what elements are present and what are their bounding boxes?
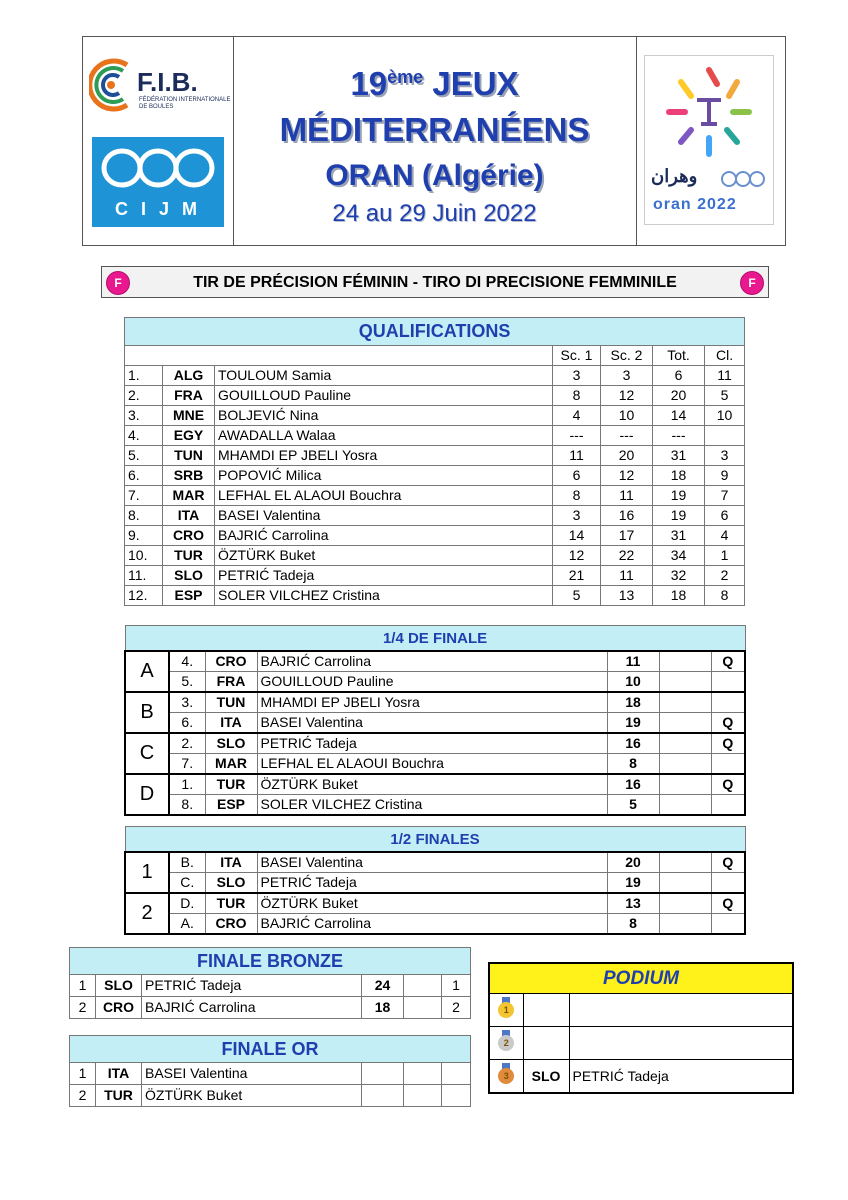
rank-cell: 8. bbox=[125, 506, 163, 526]
podium-table bbox=[488, 962, 794, 1094]
classification-cell: 8 bbox=[705, 586, 745, 606]
empty-cell bbox=[659, 893, 711, 914]
score-2-cell: --- bbox=[601, 426, 653, 446]
country-code-cell: SLO bbox=[96, 975, 142, 997]
match-row bbox=[125, 754, 745, 775]
bronze-final-table bbox=[69, 947, 471, 1019]
player-name-cell: BASEI Valentina bbox=[142, 1063, 362, 1085]
fib-subtitle-2: DE BOULES bbox=[139, 104, 174, 110]
player-name-cell: BAJRIĆ Carrolina bbox=[257, 651, 607, 672]
cijm-label: C I J M bbox=[114, 199, 201, 219]
title-line-2: MÉDITERRANÉENS bbox=[279, 111, 590, 148]
score-cell: 8 bbox=[607, 914, 659, 935]
oran-emblem-icon bbox=[659, 62, 759, 162]
score-cell: 16 bbox=[607, 774, 659, 795]
final-row bbox=[70, 1085, 471, 1107]
total-cell: 18 bbox=[653, 586, 705, 606]
rank-cell: 3. bbox=[125, 406, 163, 426]
podium-row bbox=[489, 994, 793, 1027]
qualified-cell: Q bbox=[711, 651, 745, 672]
col-header-sc1: Sc. 1 bbox=[553, 346, 601, 366]
score-2-cell: 12 bbox=[601, 466, 653, 486]
gold-final-table bbox=[69, 1035, 471, 1107]
podium-row bbox=[489, 1027, 793, 1060]
country-code-cell: CRO bbox=[205, 651, 257, 672]
country-code-cell: SLO bbox=[523, 1060, 569, 1094]
classification-cell bbox=[705, 426, 745, 446]
seed-cell: 2. bbox=[169, 733, 205, 754]
score-cell bbox=[362, 1063, 404, 1085]
classification-cell: 6 bbox=[705, 506, 745, 526]
seed-cell: A. bbox=[169, 914, 205, 935]
total-cell: 34 bbox=[653, 546, 705, 566]
table-row bbox=[125, 566, 745, 586]
player-name-cell: BAJRIĆ Carrolina bbox=[142, 997, 362, 1019]
seed-cell: D. bbox=[169, 893, 205, 914]
score-2-cell: 17 bbox=[601, 526, 653, 546]
score-cell: 18 bbox=[607, 692, 659, 713]
country-code-cell: ITA bbox=[205, 852, 257, 873]
match-row bbox=[125, 672, 745, 693]
total-cell: 31 bbox=[653, 526, 705, 546]
oran-arabic-text: وهران bbox=[651, 166, 698, 186]
player-name-cell: BAJRIĆ Carrolina bbox=[215, 526, 553, 546]
country-code-cell: TUR bbox=[96, 1085, 142, 1107]
country-code-cell: MAR bbox=[163, 486, 215, 506]
table-row bbox=[125, 546, 745, 566]
score-2-cell: 12 bbox=[601, 386, 653, 406]
country-code-cell: CRO bbox=[96, 997, 142, 1019]
country-code-cell: ITA bbox=[163, 506, 215, 526]
qualified-cell bbox=[711, 754, 745, 775]
country-code-cell: TUR bbox=[163, 546, 215, 566]
country-code-cell: EGY bbox=[163, 426, 215, 446]
total-cell: 18 bbox=[653, 466, 705, 486]
score-2-cell: 11 bbox=[601, 486, 653, 506]
score-cell: 13 bbox=[607, 893, 659, 914]
seed-cell: 4. bbox=[169, 651, 205, 672]
event-dates: 24 au 29 Juin 2022 bbox=[332, 200, 537, 227]
empty-cell bbox=[659, 754, 711, 775]
score-1-cell: 21 bbox=[553, 566, 601, 586]
semi-finals-table bbox=[124, 826, 746, 935]
seed-cell: 3. bbox=[169, 692, 205, 713]
match-row bbox=[125, 795, 745, 816]
empty-cell bbox=[659, 873, 711, 894]
col-header-cl: Cl. bbox=[705, 346, 745, 366]
rank-cell: 1. bbox=[125, 366, 163, 386]
player-name-cell: BOLJEVIĆ Nina bbox=[215, 406, 553, 426]
group-label: 2 bbox=[125, 893, 169, 934]
group-label: B bbox=[125, 692, 169, 733]
score-1-cell: 11 bbox=[553, 446, 601, 466]
qualified-cell bbox=[711, 795, 745, 816]
female-badge-left: F bbox=[106, 271, 130, 295]
table-row bbox=[125, 526, 745, 546]
seed-cell: 1. bbox=[169, 774, 205, 795]
fib-name: F.I.B. bbox=[137, 67, 198, 97]
score-cell: 19 bbox=[607, 873, 659, 894]
score-cell: 20 bbox=[607, 852, 659, 873]
podium-title: PODIUM bbox=[489, 963, 793, 994]
country-code-cell: MNE bbox=[163, 406, 215, 426]
rank-cell: 4. bbox=[125, 426, 163, 446]
total-cell: 6 bbox=[653, 366, 705, 386]
classification-cell: 2 bbox=[705, 566, 745, 586]
rank-cell: 7. bbox=[125, 486, 163, 506]
seed-cell: 8. bbox=[169, 795, 205, 816]
classification-cell: 10 bbox=[705, 406, 745, 426]
player-name-cell: MHAMDI EP JBELI Yosra bbox=[215, 446, 553, 466]
fib-subtitle-1: FÉDÉRATION INTERNATIONALE bbox=[139, 97, 231, 103]
group-label: C bbox=[125, 733, 169, 774]
classification-cell: 11 bbox=[705, 366, 745, 386]
player-name-cell: PETRIĆ Tadeja bbox=[569, 1060, 793, 1094]
qualified-cell: Q bbox=[711, 774, 745, 795]
female-badge-right: F bbox=[740, 271, 764, 295]
table-row bbox=[125, 386, 745, 406]
country-code-cell bbox=[523, 1027, 569, 1060]
match-row bbox=[125, 852, 745, 873]
oran-2022-logo bbox=[636, 37, 787, 245]
qualified-cell: Q bbox=[711, 733, 745, 754]
match-row bbox=[125, 873, 745, 894]
score-cell: 11 bbox=[607, 651, 659, 672]
empty-cell bbox=[404, 997, 442, 1019]
total-cell: 31 bbox=[653, 446, 705, 466]
player-name-cell: LEFHAL EL ALAOUI Bouchra bbox=[215, 486, 553, 506]
table-row bbox=[125, 486, 745, 506]
cijm-logo bbox=[92, 137, 224, 227]
table-row bbox=[125, 466, 745, 486]
table-row bbox=[125, 586, 745, 606]
score-2-cell: 10 bbox=[601, 406, 653, 426]
qualified-cell: Q bbox=[711, 893, 745, 914]
country-code-cell: TUN bbox=[163, 446, 215, 466]
seed-cell: 5. bbox=[169, 672, 205, 693]
place-cell: 2 bbox=[442, 997, 471, 1019]
total-cell: 14 bbox=[653, 406, 705, 426]
empty-cell bbox=[659, 852, 711, 873]
country-code-cell: TUR bbox=[205, 774, 257, 795]
qualified-cell bbox=[711, 873, 745, 894]
event-title bbox=[233, 37, 637, 245]
player-name-cell: SOLER VILCHEZ Cristina bbox=[257, 795, 607, 816]
rank-cell: 12. bbox=[125, 586, 163, 606]
player-name-cell bbox=[569, 994, 793, 1027]
oran-logo-text: oran 2022 bbox=[653, 196, 737, 213]
classification-cell: 1 bbox=[705, 546, 745, 566]
score-2-cell: 11 bbox=[601, 566, 653, 586]
seed-cell: B. bbox=[169, 852, 205, 873]
score-1-cell: 8 bbox=[553, 386, 601, 406]
final-row bbox=[70, 975, 471, 997]
qualified-cell bbox=[711, 914, 745, 935]
match-row bbox=[125, 651, 745, 672]
score-cell: 8 bbox=[607, 754, 659, 775]
score-1-cell: 14 bbox=[553, 526, 601, 546]
score-cell bbox=[362, 1085, 404, 1107]
medal-icon: 3 bbox=[498, 1063, 514, 1085]
place-cell bbox=[442, 1085, 471, 1107]
gold-final-title: FINALE OR bbox=[70, 1036, 471, 1063]
medal-cell bbox=[489, 1060, 523, 1094]
empty-cell bbox=[659, 795, 711, 816]
rank-cell: 9. bbox=[125, 526, 163, 546]
quarter-finals-title: 1/4 DE FINALE bbox=[125, 626, 745, 652]
player-name-cell: MHAMDI EP JBELI Yosra bbox=[257, 692, 607, 713]
total-cell: --- bbox=[653, 426, 705, 446]
final-row bbox=[70, 997, 471, 1019]
player-name-cell: BASEI Valentina bbox=[257, 852, 607, 873]
score-1-cell: 12 bbox=[553, 546, 601, 566]
title-line-1: 19ème JEUX bbox=[350, 65, 519, 102]
player-name-cell: BASEI Valentina bbox=[215, 506, 553, 526]
table-row bbox=[125, 366, 745, 386]
match-row bbox=[125, 692, 745, 713]
player-name-cell: BASEI Valentina bbox=[257, 713, 607, 734]
header-box bbox=[82, 36, 786, 246]
country-code-cell: ALG bbox=[163, 366, 215, 386]
title-line-3: ORAN (Algérie) bbox=[325, 159, 544, 192]
row-number-cell: 1 bbox=[70, 1063, 96, 1085]
player-name-cell: GOUILLOUD Pauline bbox=[215, 386, 553, 406]
score-1-cell: 3 bbox=[553, 366, 601, 386]
seed-cell: C. bbox=[169, 873, 205, 894]
empty-cell bbox=[404, 1063, 442, 1085]
player-name-cell bbox=[569, 1027, 793, 1060]
place-cell bbox=[442, 1063, 471, 1085]
group-label: D bbox=[125, 774, 169, 815]
country-code-cell: ESP bbox=[163, 586, 215, 606]
final-row bbox=[70, 1063, 471, 1085]
qualifications-title: QUALIFICATIONS bbox=[125, 318, 745, 346]
total-cell: 32 bbox=[653, 566, 705, 586]
country-code-cell: SRB bbox=[163, 466, 215, 486]
country-code-cell: ITA bbox=[96, 1063, 142, 1085]
score-2-cell: 16 bbox=[601, 506, 653, 526]
discipline-title: TIR DE PRÉCISION FÉMININ - TIRO DI PRECISIONE FEMMINILE bbox=[193, 274, 677, 291]
classification-cell: 4 bbox=[705, 526, 745, 546]
empty-cell bbox=[659, 672, 711, 693]
player-name-cell: GOUILLOUD Pauline bbox=[257, 672, 607, 693]
match-row bbox=[125, 713, 745, 734]
player-name-cell: PETRIĆ Tadeja bbox=[215, 566, 553, 586]
empty-cell bbox=[659, 692, 711, 713]
qualifications-table bbox=[124, 317, 745, 606]
classification-cell: 7 bbox=[705, 486, 745, 506]
classification-cell: 9 bbox=[705, 466, 745, 486]
rank-cell: 6. bbox=[125, 466, 163, 486]
discipline-banner bbox=[101, 266, 769, 298]
score-cell: 10 bbox=[607, 672, 659, 693]
qualified-cell: Q bbox=[711, 852, 745, 873]
player-name-cell: ÖZTÜRK Buket bbox=[257, 893, 607, 914]
score-1-cell: 6 bbox=[553, 466, 601, 486]
rank-cell: 2. bbox=[125, 386, 163, 406]
country-code-cell: ITA bbox=[205, 713, 257, 734]
country-code-cell: TUN bbox=[205, 692, 257, 713]
col-header-sc2: Sc. 2 bbox=[601, 346, 653, 366]
match-row bbox=[125, 774, 745, 795]
match-row bbox=[125, 733, 745, 754]
medal-cell bbox=[489, 994, 523, 1027]
country-code-cell: TUR bbox=[205, 893, 257, 914]
table-row bbox=[125, 426, 745, 446]
player-name-cell: LEFHAL EL ALAOUI Bouchra bbox=[257, 754, 607, 775]
classification-cell: 5 bbox=[705, 386, 745, 406]
table-row bbox=[125, 506, 745, 526]
player-name-cell: PETRIĆ Tadeja bbox=[142, 975, 362, 997]
bronze-final-title: FINALE BRONZE bbox=[70, 948, 471, 975]
country-code-cell: SLO bbox=[205, 733, 257, 754]
group-label: A bbox=[125, 651, 169, 692]
player-name-cell: PETRIĆ Tadeja bbox=[257, 733, 607, 754]
score-cell: 18 bbox=[362, 997, 404, 1019]
empty-cell bbox=[659, 914, 711, 935]
match-row bbox=[125, 893, 745, 914]
country-code-cell: SLO bbox=[205, 873, 257, 894]
player-name-cell: PETRIĆ Tadeja bbox=[257, 873, 607, 894]
cijm-rings-icon bbox=[98, 145, 218, 191]
country-code-cell: FRA bbox=[163, 386, 215, 406]
group-label: 1 bbox=[125, 852, 169, 893]
table-row bbox=[125, 406, 745, 426]
player-name-cell: AWADALLA Walaa bbox=[215, 426, 553, 446]
place-cell: 1 bbox=[442, 975, 471, 997]
country-code-cell: ESP bbox=[205, 795, 257, 816]
qualified-cell: Q bbox=[711, 713, 745, 734]
country-code-cell: MAR bbox=[205, 754, 257, 775]
empty-cell bbox=[659, 713, 711, 734]
empty-cell bbox=[404, 1085, 442, 1107]
empty-cell bbox=[659, 651, 711, 672]
score-1-cell: 8 bbox=[553, 486, 601, 506]
score-1-cell: 3 bbox=[553, 506, 601, 526]
player-name-cell: ÖZTÜRK Buket bbox=[142, 1085, 362, 1107]
total-cell: 19 bbox=[653, 486, 705, 506]
table-row bbox=[125, 446, 745, 466]
row-number-cell: 2 bbox=[70, 997, 96, 1019]
score-2-cell: 3 bbox=[601, 366, 653, 386]
country-code-cell: FRA bbox=[205, 672, 257, 693]
player-name-cell: TOULOUM Samia bbox=[215, 366, 553, 386]
player-name-cell: SOLER VILCHEZ Cristina bbox=[215, 586, 553, 606]
rank-cell: 11. bbox=[125, 566, 163, 586]
country-code-cell: CRO bbox=[163, 526, 215, 546]
country-code-cell: CRO bbox=[205, 914, 257, 935]
qualified-cell bbox=[711, 672, 745, 693]
country-code-cell bbox=[523, 994, 569, 1027]
total-cell: 19 bbox=[653, 506, 705, 526]
score-cell: 24 bbox=[362, 975, 404, 997]
player-name-cell: ÖZTÜRK Buket bbox=[257, 774, 607, 795]
total-cell: 20 bbox=[653, 386, 705, 406]
score-1-cell: --- bbox=[553, 426, 601, 446]
classification-cell: 3 bbox=[705, 446, 745, 466]
quarter-finals-table bbox=[124, 625, 746, 816]
seed-cell: 6. bbox=[169, 713, 205, 734]
rank-cell: 5. bbox=[125, 446, 163, 466]
player-name-cell: POPOVIĆ Milica bbox=[215, 466, 553, 486]
podium-row bbox=[489, 1060, 793, 1094]
semi-finals-title: 1/2 FINALES bbox=[125, 827, 745, 853]
score-2-cell: 20 bbox=[601, 446, 653, 466]
player-name-cell: ÖZTÜRK Buket bbox=[215, 546, 553, 566]
score-2-cell: 22 bbox=[601, 546, 653, 566]
medal-icon: 2 bbox=[498, 1030, 514, 1052]
medal-icon: 1 bbox=[498, 997, 514, 1019]
rank-cell: 10. bbox=[125, 546, 163, 566]
row-number-cell: 2 bbox=[70, 1085, 96, 1107]
seed-cell: 7. bbox=[169, 754, 205, 775]
qualified-cell bbox=[711, 692, 745, 713]
federation-logos bbox=[83, 37, 234, 245]
score-1-cell: 4 bbox=[553, 406, 601, 426]
score-cell: 16 bbox=[607, 733, 659, 754]
score-2-cell: 13 bbox=[601, 586, 653, 606]
empty-cell bbox=[659, 774, 711, 795]
score-cell: 5 bbox=[607, 795, 659, 816]
empty-cell bbox=[404, 975, 442, 997]
country-code-cell: SLO bbox=[163, 566, 215, 586]
score-cell: 19 bbox=[607, 713, 659, 734]
score-1-cell: 5 bbox=[553, 586, 601, 606]
medal-cell bbox=[489, 1027, 523, 1060]
row-number-cell: 1 bbox=[70, 975, 96, 997]
fib-logo-icon bbox=[89, 55, 133, 115]
col-header-tot: Tot. bbox=[653, 346, 705, 366]
player-name-cell: BAJRIĆ Carrolina bbox=[257, 914, 607, 935]
oran-rings-icon bbox=[721, 170, 765, 188]
match-row bbox=[125, 914, 745, 935]
empty-cell bbox=[659, 733, 711, 754]
